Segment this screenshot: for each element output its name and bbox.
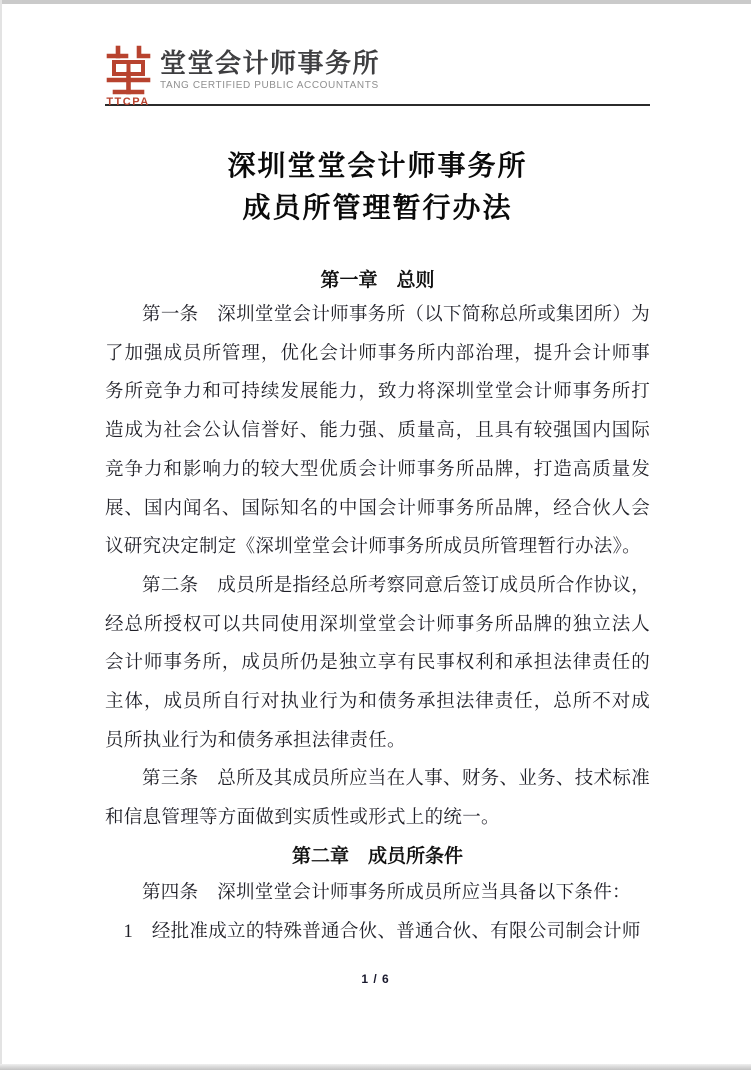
article-2-paragraph: 第二条 成员所是指经总所考察同意后签订成员所合作协议，经总所授权可以共同使用深圳堂堂会计师事务所品牌的独立法人会计师事务所，成员所仍是独立享有民事权利和承担法律责任的主体，成员所自行对执业行为和债务承担法律责任，总所不对成员所执业行为和债务承担法律责任。: [105, 575, 650, 751]
article-1-paragraph: 第一条 深圳堂堂会计师事务所（以下简称总所或集团所）为了加强成员所管理，优化会计师事务所内部治理，提升会计师事务所竞争力和可持续发展能力，致力将深圳堂堂会计师事务所打造成为社会公认信誉好、能力强、质量高，且具有较强国内国际竞争力和影响力的较大型优质会计师事务所品牌，打造高质量发展、国内闻名、国际知名的中国会计师事务所品牌，经合伙人会议研究决定制定《深圳堂堂会计师事务所成员所管理暂行办法》。: [105, 305, 650, 558]
chapter-2-heading: 第二章 成员所条件: [291, 845, 463, 867]
firm-name-en: TANG CERTIFIED PUBLIC ACCOUNTANTS: [160, 80, 379, 91]
chapter-1-heading: 第一章 总则: [320, 270, 435, 291]
document-body: [105, 106, 650, 951]
page-edge-left: [0, 0, 2, 1070]
firm-name-cn: 堂堂会计师事务所: [160, 48, 381, 78]
firm-logo: [105, 45, 650, 108]
page-edge-top: [0, 0, 751, 4]
article-3-paragraph: 第三条 总所及其成员所应当在人事、财务、业务、技术标准和信息管理等方面做到实质性或形式上的统一。: [105, 769, 650, 829]
article-4-item-1: 1 经批准成立的特殊普通合伙、普通合伙、有限公司制会计师: [123, 921, 641, 942]
page-number: 1 / 6: [361, 972, 390, 986]
document-title: [105, 146, 650, 230]
page-edge-bottom: [0, 1064, 751, 1070]
title-line-2: 成员所管理暂行办法: [242, 193, 513, 224]
article-4-paragraph: 第四条 深圳堂堂会计师事务所成员所应当具备以下条件：: [142, 882, 631, 903]
firm-names: [160, 45, 380, 91]
title-line-1: 深圳堂堂会计师事务所: [227, 151, 528, 182]
letterhead: [105, 45, 650, 106]
firm-acronym: TTCPA: [106, 96, 150, 108]
seal-column: [105, 45, 151, 108]
tang-seal-icon: [106, 45, 151, 95]
